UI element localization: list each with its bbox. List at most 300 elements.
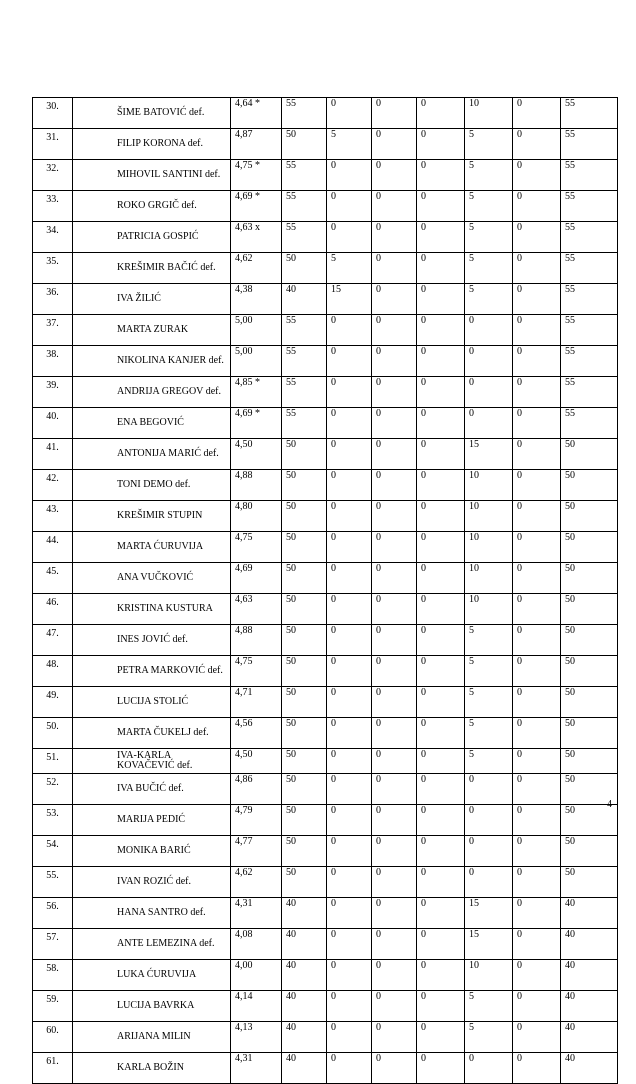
extra-points-4-cell: 5 [465,129,513,160]
page-number: 4 [607,799,612,810]
rank-cell: 35. [33,253,73,284]
extra-points-5-cell: 0 [513,129,561,160]
extra-points-3-cell: 0 [417,991,465,1022]
rank-cell: 50. [33,718,73,749]
extra-points-5-cell: 0 [513,563,561,594]
rank-cell: 56. [33,898,73,929]
name-cell: ROKO GRGIČ def. [73,191,231,222]
grade-cell: 4,71 [231,687,282,718]
extra-points-4-cell: 5 [465,191,513,222]
extra-points-2-cell: 0 [372,222,417,253]
extra-points-3-cell: 0 [417,687,465,718]
grade-cell: 4,13 [231,1022,282,1053]
grade-cell: 4,31 [231,1053,282,1084]
table-row [33,284,618,315]
rank-cell: 47. [33,625,73,656]
extra-points-3-cell: 0 [417,346,465,377]
ranking-table [32,97,618,1084]
extra-points-5-cell: 0 [513,898,561,929]
extra-points-1-cell: 0 [327,929,372,960]
extra-points-1-cell: 0 [327,1053,372,1084]
extra-points-3-cell: 0 [417,594,465,625]
name-cell: IVA-KARLA KOVAČEVIĆ def. [73,749,231,774]
name-cell: IVA BUČIĆ def. [73,774,231,805]
extra-points-2-cell: 0 [372,718,417,749]
grade-cell: 4,31 [231,898,282,929]
grade-cell: 4,50 [231,439,282,470]
grade-cell: 4,85 * [231,377,282,408]
grade-cell: 4,56 [231,718,282,749]
extra-points-1-cell: 0 [327,960,372,991]
extra-points-5-cell: 0 [513,191,561,222]
extra-points-3-cell: 0 [417,408,465,439]
extra-points-4-cell: 10 [465,501,513,532]
extra-points-1-cell: 0 [327,718,372,749]
total-points-cell: 55 [561,129,618,160]
grade-cell: 4,69 * [231,191,282,222]
extra-points-1-cell: 0 [327,1022,372,1053]
extra-points-4-cell: 5 [465,718,513,749]
total-points-cell: 50 [561,687,618,718]
name-cell: LUCIJA BAVRKA [73,991,231,1022]
grade-cell: 4,87 [231,129,282,160]
extra-points-5-cell: 0 [513,408,561,439]
rank-cell: 40. [33,408,73,439]
grade-cell: 4,75 [231,532,282,563]
rank-cell: 34. [33,222,73,253]
extra-points-1-cell: 0 [327,377,372,408]
total-points-cell: 50 [561,625,618,656]
extra-points-4-cell: 5 [465,749,513,774]
total-points-cell: 50 [561,805,618,836]
table-row [33,929,618,960]
extra-points-3-cell: 0 [417,98,465,129]
extra-points-1-cell: 0 [327,160,372,191]
extra-points-5-cell: 0 [513,656,561,687]
extra-points-2-cell: 0 [372,929,417,960]
extra-points-1-cell: 0 [327,532,372,563]
extra-points-5-cell: 0 [513,439,561,470]
extra-points-1-cell: 5 [327,253,372,284]
points-cell: 50 [282,563,327,594]
total-points-cell: 50 [561,439,618,470]
total-points-cell: 40 [561,960,618,991]
total-points-cell: 55 [561,284,618,315]
name-cell: FILIP KORONA def. [73,129,231,160]
total-points-cell: 55 [561,315,618,346]
points-cell: 55 [282,222,327,253]
total-points-cell: 50 [561,836,618,867]
name-cell: MARTA ZURAK [73,315,231,346]
table-row [33,563,618,594]
extra-points-2-cell: 0 [372,191,417,222]
extra-points-5-cell: 0 [513,929,561,960]
extra-points-5-cell: 0 [513,749,561,774]
table-row [33,98,618,129]
table-row [33,346,618,377]
points-cell: 50 [282,253,327,284]
grade-cell: 4,64 * [231,98,282,129]
extra-points-2-cell: 0 [372,377,417,408]
table-row [33,625,618,656]
extra-points-1-cell: 0 [327,501,372,532]
total-points-cell: 55 [561,377,618,408]
table-row [33,222,618,253]
grade-cell: 4,00 [231,960,282,991]
extra-points-4-cell: 10 [465,470,513,501]
total-points-cell: 55 [561,253,618,284]
rank-cell: 46. [33,594,73,625]
points-cell: 50 [282,836,327,867]
points-cell: 50 [282,594,327,625]
extra-points-5-cell: 0 [513,625,561,656]
grade-cell: 4,08 [231,929,282,960]
extra-points-4-cell: 0 [465,836,513,867]
name-cell: PATRICIA GOSPIĆ [73,222,231,253]
table-row [33,960,618,991]
table-row [33,439,618,470]
extra-points-4-cell: 5 [465,253,513,284]
extra-points-2-cell: 0 [372,898,417,929]
name-cell: MONIKA BARIĆ [73,836,231,867]
rank-cell: 54. [33,836,73,867]
name-cell: INES JOVIĆ def. [73,625,231,656]
extra-points-1-cell: 0 [327,408,372,439]
rank-cell: 38. [33,346,73,377]
name-cell: KREŠIMIR STUPIN [73,501,231,532]
rank-cell: 48. [33,656,73,687]
table-row [33,594,618,625]
total-points-cell: 55 [561,408,618,439]
extra-points-3-cell: 0 [417,377,465,408]
extra-points-2-cell: 0 [372,687,417,718]
grade-cell: 4,62 [231,867,282,898]
total-points-cell: 50 [561,563,618,594]
total-points-cell: 40 [561,1022,618,1053]
table-row [33,408,618,439]
rank-cell: 31. [33,129,73,160]
extra-points-3-cell: 0 [417,532,465,563]
points-cell: 40 [282,1022,327,1053]
rank-cell: 59. [33,991,73,1022]
rank-cell: 44. [33,532,73,563]
rank-cell: 41. [33,439,73,470]
total-points-cell: 40 [561,929,618,960]
name-cell: IVA ŽILIĆ [73,284,231,315]
extra-points-1-cell: 0 [327,594,372,625]
extra-points-1-cell: 0 [327,687,372,718]
rank-cell: 39. [33,377,73,408]
extra-points-3-cell: 0 [417,625,465,656]
extra-points-3-cell: 0 [417,1053,465,1084]
extra-points-2-cell: 0 [372,867,417,898]
extra-points-4-cell: 0 [465,346,513,377]
table-row [33,129,618,160]
table-row [33,191,618,222]
extra-points-4-cell: 0 [465,1053,513,1084]
extra-points-4-cell: 5 [465,160,513,191]
name-cell: ŠIME BATOVIĆ def. [73,98,231,129]
extra-points-2-cell: 0 [372,1053,417,1084]
extra-points-1-cell: 0 [327,625,372,656]
extra-points-3-cell: 0 [417,563,465,594]
extra-points-1-cell: 0 [327,836,372,867]
extra-points-1-cell: 0 [327,774,372,805]
rank-cell: 52. [33,774,73,805]
rank-cell: 36. [33,284,73,315]
extra-points-1-cell: 0 [327,749,372,774]
extra-points-5-cell: 0 [513,805,561,836]
extra-points-5-cell: 0 [513,960,561,991]
extra-points-4-cell: 5 [465,687,513,718]
total-points-cell: 50 [561,867,618,898]
total-points-cell: 50 [561,656,618,687]
extra-points-4-cell: 0 [465,408,513,439]
extra-points-2-cell: 0 [372,836,417,867]
extra-points-4-cell: 0 [465,805,513,836]
extra-points-2-cell: 0 [372,1022,417,1053]
extra-points-3-cell: 0 [417,960,465,991]
points-cell: 55 [282,408,327,439]
total-points-cell: 50 [561,501,618,532]
table-row [33,805,618,836]
extra-points-2-cell: 0 [372,774,417,805]
points-cell: 50 [282,656,327,687]
name-cell: HANA SANTRO def. [73,898,231,929]
table-row [33,774,618,805]
name-cell: MARTA ĆURUVIJA [73,532,231,563]
table-row [33,718,618,749]
table-row [33,470,618,501]
grade-cell: 4,77 [231,836,282,867]
extra-points-5-cell: 0 [513,532,561,563]
table-row [33,1022,618,1053]
grade-cell: 4,79 [231,805,282,836]
extra-points-2-cell: 0 [372,160,417,191]
points-cell: 55 [282,98,327,129]
extra-points-2-cell: 0 [372,346,417,377]
points-cell: 55 [282,191,327,222]
name-cell: KARLA BOŽIN [73,1053,231,1084]
grade-cell: 4,63 x [231,222,282,253]
extra-points-1-cell: 0 [327,191,372,222]
rank-cell: 57. [33,929,73,960]
table-row [33,160,618,191]
extra-points-3-cell: 0 [417,774,465,805]
table-row [33,253,618,284]
points-cell: 50 [282,470,327,501]
points-cell: 55 [282,346,327,377]
extra-points-4-cell: 0 [465,315,513,346]
name-cell: MARIJA PEDIĆ [73,805,231,836]
extra-points-1-cell: 0 [327,991,372,1022]
extra-points-5-cell: 0 [513,346,561,377]
total-points-cell: 55 [561,191,618,222]
rank-cell: 51. [33,749,73,774]
name-cell: PETRA MARKOVIĆ def. [73,656,231,687]
extra-points-5-cell: 0 [513,1022,561,1053]
extra-points-2-cell: 0 [372,501,417,532]
rank-cell: 61. [33,1053,73,1084]
rank-cell: 43. [33,501,73,532]
extra-points-2-cell: 0 [372,594,417,625]
extra-points-4-cell: 5 [465,1022,513,1053]
extra-points-1-cell: 15 [327,284,372,315]
extra-points-2-cell: 0 [372,98,417,129]
total-points-cell: 50 [561,774,618,805]
extra-points-3-cell: 0 [417,805,465,836]
extra-points-2-cell: 0 [372,656,417,687]
grade-cell: 4,88 [231,625,282,656]
points-cell: 50 [282,625,327,656]
name-cell: TONI DEMO def. [73,470,231,501]
points-cell: 50 [282,867,327,898]
grade-cell: 4,86 [231,774,282,805]
grade-cell: 4,38 [231,284,282,315]
extra-points-3-cell: 0 [417,284,465,315]
points-cell: 40 [282,929,327,960]
extra-points-3-cell: 0 [417,160,465,191]
extra-points-4-cell: 15 [465,439,513,470]
grade-cell: 4,75 [231,656,282,687]
points-cell: 40 [282,991,327,1022]
extra-points-3-cell: 0 [417,129,465,160]
name-cell: ARIJANA MILIN [73,1022,231,1053]
extra-points-1-cell: 0 [327,346,372,377]
extra-points-3-cell: 0 [417,898,465,929]
total-points-cell: 55 [561,98,618,129]
extra-points-1-cell: 0 [327,315,372,346]
total-points-cell: 55 [561,160,618,191]
points-cell: 55 [282,315,327,346]
grade-cell: 4,80 [231,501,282,532]
extra-points-5-cell: 0 [513,315,561,346]
table-row [33,898,618,929]
rank-cell: 53. [33,805,73,836]
points-cell: 50 [282,501,327,532]
rank-cell: 60. [33,1022,73,1053]
grade-cell: 4,88 [231,470,282,501]
total-points-cell: 55 [561,222,618,253]
extra-points-4-cell: 10 [465,960,513,991]
points-cell: 50 [282,687,327,718]
extra-points-2-cell: 0 [372,253,417,284]
name-cell: ANTE LEMEZINA def. [73,929,231,960]
extra-points-1-cell: 0 [327,898,372,929]
points-cell: 40 [282,960,327,991]
extra-points-4-cell: 0 [465,867,513,898]
total-points-cell: 50 [561,470,618,501]
extra-points-5-cell: 0 [513,98,561,129]
extra-points-4-cell: 5 [465,991,513,1022]
extra-points-4-cell: 10 [465,594,513,625]
extra-points-2-cell: 0 [372,991,417,1022]
extra-points-3-cell: 0 [417,836,465,867]
extra-points-2-cell: 0 [372,532,417,563]
extra-points-3-cell: 0 [417,501,465,532]
rank-cell: 37. [33,315,73,346]
extra-points-4-cell: 0 [465,377,513,408]
points-cell: 50 [282,439,327,470]
points-cell: 40 [282,284,327,315]
extra-points-5-cell: 0 [513,470,561,501]
table-row [33,836,618,867]
rank-cell: 49. [33,687,73,718]
name-cell: MIHOVIL SANTINI def. [73,160,231,191]
table-row [33,656,618,687]
table-row [33,687,618,718]
rank-cell: 30. [33,98,73,129]
extra-points-1-cell: 0 [327,656,372,687]
grade-cell: 5,00 [231,315,282,346]
grade-cell: 4,62 [231,253,282,284]
total-points-cell: 50 [561,718,618,749]
extra-points-4-cell: 10 [465,563,513,594]
name-cell: KRISTINA KUSTURA [73,594,231,625]
extra-points-5-cell: 0 [513,377,561,408]
extra-points-5-cell: 0 [513,774,561,805]
extra-points-2-cell: 0 [372,284,417,315]
extra-points-4-cell: 5 [465,656,513,687]
table-body [33,98,618,1084]
name-cell: ANDRIJA GREGOV def. [73,377,231,408]
extra-points-3-cell: 0 [417,191,465,222]
extra-points-2-cell: 0 [372,408,417,439]
total-points-cell: 40 [561,1053,618,1084]
name-cell: IVAN ROZIĆ def. [73,867,231,898]
name-cell: ENA BEGOVIĆ [73,408,231,439]
points-cell: 40 [282,1053,327,1084]
grade-cell: 4,75 * [231,160,282,191]
extra-points-4-cell: 0 [465,774,513,805]
extra-points-4-cell: 10 [465,98,513,129]
extra-points-4-cell: 5 [465,284,513,315]
name-cell: LUCIJA STOLIĆ [73,687,231,718]
extra-points-3-cell: 0 [417,718,465,749]
total-points-cell: 55 [561,346,618,377]
extra-points-4-cell: 15 [465,898,513,929]
extra-points-1-cell: 0 [327,98,372,129]
extra-points-4-cell: 10 [465,532,513,563]
extra-points-1-cell: 0 [327,805,372,836]
extra-points-1-cell: 0 [327,222,372,253]
points-cell: 55 [282,377,327,408]
points-cell: 50 [282,774,327,805]
extra-points-2-cell: 0 [372,129,417,160]
ranking-table-container [32,97,618,1084]
grade-cell: 5,00 [231,346,282,377]
extra-points-5-cell: 0 [513,594,561,625]
points-cell: 50 [282,718,327,749]
name-cell: NIKOLINA KANJER def. [73,346,231,377]
extra-points-4-cell: 15 [465,929,513,960]
grade-cell: 4,63 [231,594,282,625]
extra-points-1-cell: 0 [327,563,372,594]
extra-points-3-cell: 0 [417,253,465,284]
table-row [33,315,618,346]
rank-cell: 55. [33,867,73,898]
extra-points-5-cell: 0 [513,867,561,898]
extra-points-5-cell: 0 [513,160,561,191]
extra-points-4-cell: 5 [465,625,513,656]
extra-points-3-cell: 0 [417,470,465,501]
table-row [33,1053,618,1084]
name-cell: ANA VUČKOVIĆ [73,563,231,594]
grade-cell: 4,69 * [231,408,282,439]
table-row [33,991,618,1022]
points-cell: 50 [282,749,327,774]
name-cell: MARTA ČUKELJ def. [73,718,231,749]
